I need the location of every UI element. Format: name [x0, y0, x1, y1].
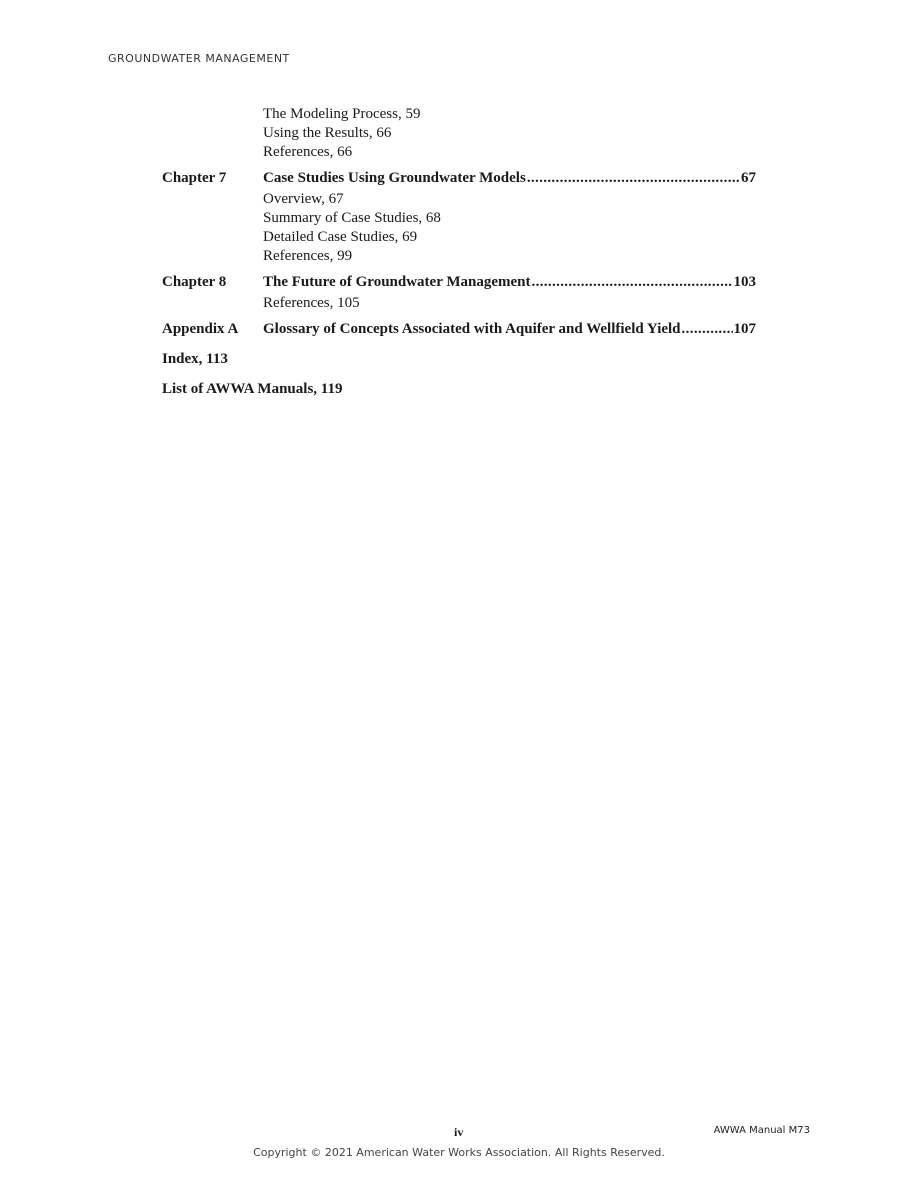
- toc-entry-list-of-manuals[interactable]: List of AWWA Manuals, 119: [162, 381, 343, 397]
- chapter-title: Case Studies Using Groundwater Models: [263, 170, 526, 186]
- toc-subitems-chapter-8: [263, 294, 756, 313]
- chapter-label: Chapter 8: [162, 274, 227, 290]
- toc-subitem[interactable]: Using the Results, 66: [263, 125, 392, 141]
- manual-name: AWWA Manual M73: [713, 1125, 810, 1136]
- toc-entry-chapter-8[interactable]: [162, 273, 756, 292]
- running-head: GROUNDWATER MANAGEMENT: [108, 52, 290, 65]
- chapter-label: Chapter 7: [162, 170, 227, 186]
- toc-subitem[interactable]: Overview, 67: [263, 191, 344, 207]
- toc-subitem[interactable]: Summary of Case Studies, 68: [263, 210, 441, 226]
- toc-entry-appendix-a[interactable]: [162, 320, 756, 339]
- toc-entry-index[interactable]: Index, 113: [162, 351, 228, 367]
- chapter-title: The Future of Groundwater Management: [263, 274, 531, 290]
- chapter-page: 67: [741, 170, 756, 186]
- dot-leader: [682, 320, 733, 339]
- dot-leader: [532, 273, 733, 292]
- appendix-page: 107: [733, 321, 756, 337]
- toc-subitem[interactable]: References, 99: [263, 248, 353, 264]
- toc-subitem[interactable]: The Modeling Process, 59: [263, 106, 421, 122]
- toc-subitem[interactable]: References, 66: [263, 144, 353, 160]
- table-of-contents: [162, 105, 756, 399]
- toc-subitem[interactable]: Detailed Case Studies, 69: [263, 229, 418, 245]
- appendix-title: Glossary of Concepts Associated with Aquifer and Wellfield Yield: [263, 321, 681, 337]
- chapter-page: 103: [733, 274, 756, 290]
- toc-subitem[interactable]: References, 105: [263, 295, 360, 311]
- copyright-notice: Copyright © 2021 American Water Works Association. All Rights Reserved.: [253, 1146, 665, 1159]
- toc-entry-chapter-7[interactable]: [162, 169, 756, 188]
- toc-subitems-chapter-7: [263, 190, 756, 266]
- dot-leader: [527, 169, 740, 188]
- page-number: iv: [454, 1125, 464, 1139]
- toc-subitems-chapter-6: [263, 105, 756, 162]
- appendix-label: Appendix A: [162, 321, 239, 337]
